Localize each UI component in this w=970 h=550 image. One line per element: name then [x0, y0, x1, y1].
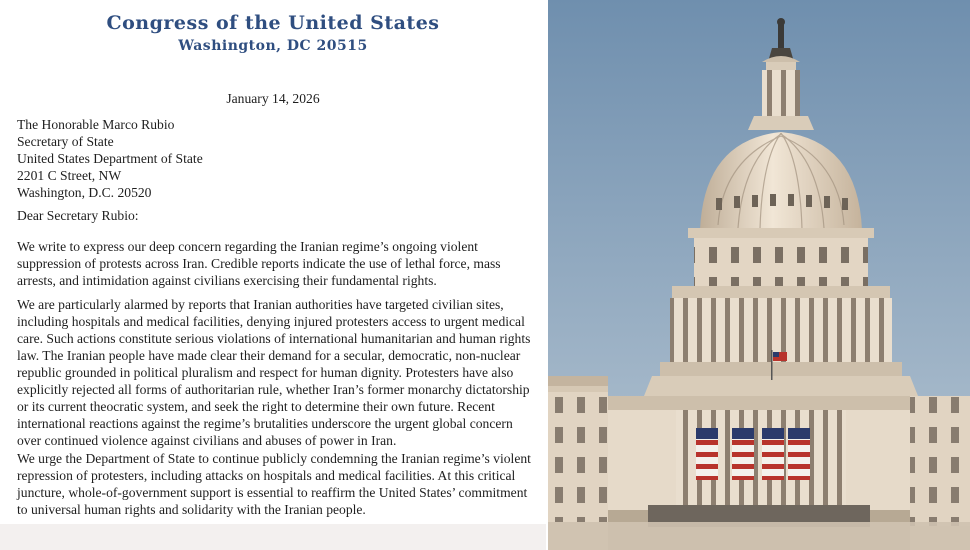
letterhead-title: Congress of the United States	[106, 12, 440, 34]
recipient-address	[17, 116, 203, 201]
peristyle-cornice	[672, 286, 890, 298]
foreground-base	[548, 522, 970, 550]
dome-cornice	[688, 228, 874, 238]
letter-date: January 14, 2026	[226, 91, 320, 106]
address-line: The Honorable Marco Rubio	[17, 117, 175, 132]
drum-platform	[644, 376, 918, 396]
address-line: Secretary of State	[17, 134, 114, 149]
address-line: United States Department of State	[17, 151, 203, 166]
address-line: Washington, D.C. 20520	[17, 185, 152, 200]
paragraph-1: We write to express our deep concern regarding the Iranian regime’s ongoing violent suppression of protests across Iran. Credible reports indicate the use of lethal force, mass arrests, and intimidation against civilians exercising their fundamental rights.	[17, 239, 501, 288]
paragraph-2: We are particularly alarmed by reports that Iranian authorities have targeted civilian sites, including hospitals and medical facilities, denying injured protesters access to urgent medical care. Such actions constitute serious violations of international humanitarian and human rights law. The Iranian people have made clear their demand for a secular, democratic, non-nuclear republic grounded in political pluralism and respect for human dignity. Protesters have also explicitly rejected all forms of authoritarian rule, whether Iran’s former monarchy dictatorship or its current theocratic system, and seek the right to determine their own future. Recent international reactions against the regime’s brutalities underscore the urgent global concern over continued violence against civilians and abuses of power in Iran.	[17, 297, 531, 448]
capitol-photo	[548, 0, 970, 550]
salutation: Dear Secretary Rubio:	[17, 208, 139, 223]
drum-base	[660, 362, 902, 376]
attic-windows	[694, 238, 868, 286]
letterhead-location: Washington, DC 20515	[178, 38, 368, 54]
address-line: 2201 C Street, NW	[17, 168, 122, 183]
page-bottom-strip	[0, 524, 546, 550]
capitol-building-illustration	[548, 0, 970, 550]
paragraph-3: We urge the Department of State to continue publicly condemning the Iranian regime’s violent repression of protesters, including attacks on hospitals and medical facilities. At this critical juncture, whole-of-government support is essential to reaffirm the United States’ commitment to universal human rights and solidarity with the Iranian people.	[17, 451, 531, 517]
draped-flags	[696, 428, 810, 480]
